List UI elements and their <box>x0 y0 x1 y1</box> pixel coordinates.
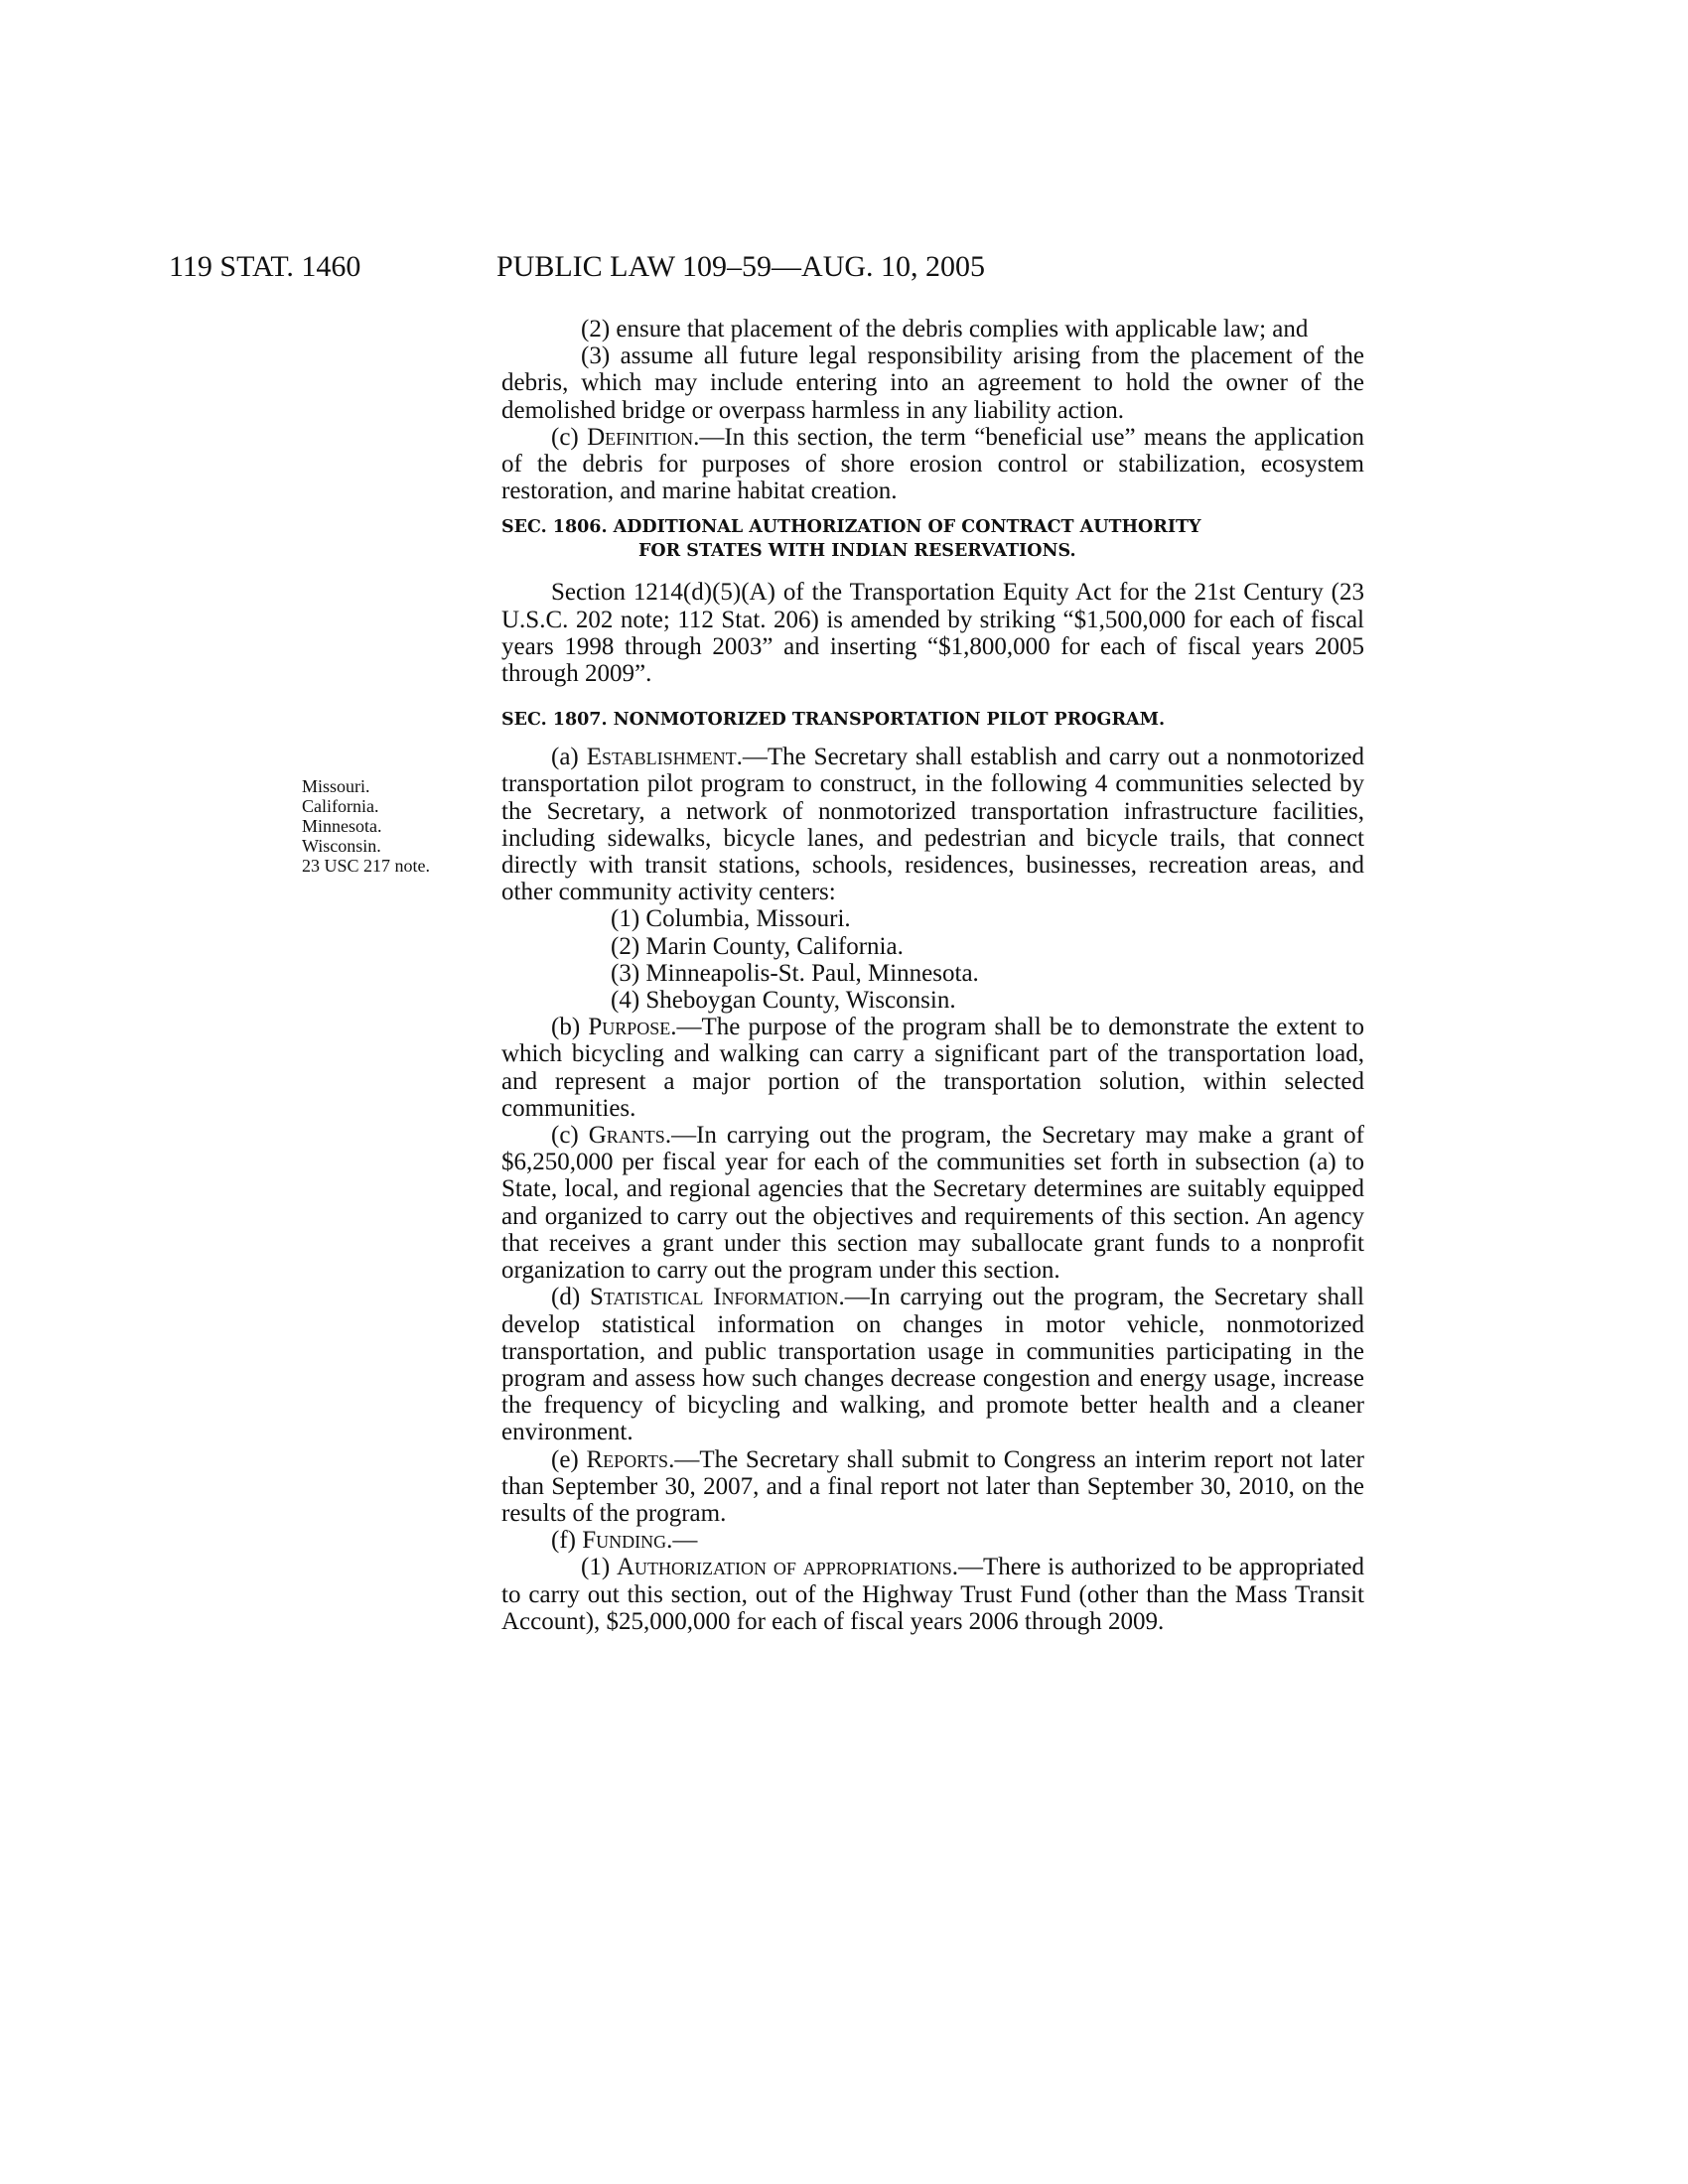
paragraph-item-2: (2) ensure that placement of the debris complies with applicable law; and <box>581 316 1309 342</box>
subsection-label: (c) <box>551 423 588 451</box>
paragraph-f1-authorization <box>501 1554 1364 1635</box>
paragraph-label: (1) <box>581 1554 617 1581</box>
subsection-heading: Establishment <box>586 744 737 771</box>
section-1806-heading <box>501 515 1364 563</box>
margin-note: Missouri. <box>302 776 370 796</box>
subsection-heading: Grants <box>588 1122 665 1150</box>
public-law-title: PUBLIC LAW 109–59—AUG. 10, 2005 <box>496 250 986 283</box>
section-1806-text: Section 1214(d)(5)(A) of the Transportation Equity Act for the 21st Century (23 U.S.C. 202 note; 112 Stat. 206) is amended by striking “$1,500,000 for each of fiscal years 1998 through 2003” and inserting “$1,800,000 for each of fiscal years 2005 through 2009”. <box>501 579 1364 688</box>
community-item: (4) Sheboygan County, Wisconsin. <box>611 987 956 1015</box>
subsection-label: (f) <box>551 1527 583 1555</box>
subsection-f-funding <box>501 1527 1364 1554</box>
margin-note: Minnesota. <box>302 816 382 836</box>
subsection-heading: Definition <box>587 423 694 451</box>
subsection-text: .—The Secretary shall establish and carry out a nonmotorized transportation pilot program to construct, in the following 4 communities selected by the Secretary, a network of nonmotorized transportation infrastructure facilities, including sidewalks, bicycle lanes, and pedestrian and bicycle trails, that connect directly with transit stations, schools, residences, businesses, recreation areas, and other community activity centers: <box>501 744 1364 906</box>
subsection-text: .—In carrying out the program, the Secretary may make a grant of $6,250,000 per fiscal year for each of the communities set forth in subsection (a) to State, local, and regional agencies that the Secretary determines are suitably equipped and organized to carry out the objectives and requirements of this section. An agency that receives a grant under this section may suballocate grant funds to a nonprofit organization to carry out the program under this section. <box>501 1122 1364 1285</box>
subsection-label: (c) <box>551 1122 589 1150</box>
subsection-heading: Funding <box>582 1527 667 1555</box>
subsection-label: (d) <box>551 1284 590 1311</box>
subsection-c-grants <box>501 1122 1364 1284</box>
subsection-label: (b) <box>551 1014 589 1041</box>
subsection-dash: .— <box>666 1527 698 1555</box>
subsection-label: (e) <box>551 1445 587 1473</box>
subsection-a-establishment <box>501 744 1364 905</box>
section-heading-line: FOR STATES WITH INDIAN RESERVATIONS. <box>638 541 1076 562</box>
subsection-text: .—In this section, the term “beneficial use” means the application of the debris for purposes of shore erosion control or stabilization, ecosystem restoration, and marine habitat creation. <box>501 423 1364 505</box>
document-body <box>501 316 1364 1635</box>
subsection-text: .—The purpose of the program shall be to demonstrate the extent to which bicycling and walking can carry a significant part of the transportation load, and represent a major portion of the transportation solution, within selected communities. <box>501 1014 1364 1122</box>
subsection-b-purpose <box>501 1014 1364 1122</box>
paragraph-text: .—There is authorized to be appropriated to carry out this section, out of the Highway Trust Fund (other than the Mass Transit Account), $25,000,000 for each of fiscal years 2006 through 2009. <box>501 1554 1364 1635</box>
paragraph-item-3: (3) assume all future legal responsibility arising from the placement of the debris, which may include entering into an agreement to hold the owner of the demolished bridge or overpass harmless in any liability action. <box>501 342 1364 424</box>
community-item: (2) Marin County, California. <box>611 932 904 960</box>
paragraph-heading: Authorization of appropriations <box>616 1554 952 1581</box>
subsection-c-definition <box>501 424 1364 505</box>
subsection-text: .—In carrying out the program, the Secretary shall develop statistical information on changes in motor vehicle, nonmotorized transportation, and public transportation usage in communities participating in the program and assess how such changes decrease congestion and energy usage, increase the frequency of bicycling and walking, and promote better health and a cleaner environment. <box>501 1284 1364 1446</box>
margin-note: 23 USC 217 note. <box>302 856 431 876</box>
subsection-heading: Statistical Information <box>589 1284 839 1311</box>
section-heading-line: SEC. 1806. ADDITIONAL AUTHORIZATION OF CONTRACT AUTHORITY <box>501 517 1201 538</box>
subsection-d-statistical-information <box>501 1284 1364 1445</box>
community-item: (3) Minneapolis-St. Paul, Minnesota. <box>611 959 979 987</box>
subsection-label: (a) <box>551 744 587 771</box>
page-header <box>169 247 1215 287</box>
section-1807-heading: SEC. 1807. NONMOTORIZED TRANSPORTATION PILOT PROGRAM. <box>501 710 1166 731</box>
margin-notes <box>302 776 491 876</box>
subsection-heading: Reports <box>586 1445 669 1473</box>
subsection-heading: Purpose <box>588 1014 671 1041</box>
subsection-text: .—The Secretary shall submit to Congress an interim report not later than September 30, 2007, and a final report not later than September 30, 2010, on the results of the program. <box>501 1445 1364 1527</box>
margin-note: California. <box>302 796 379 816</box>
stat-page-number: 119 STAT. 1460 <box>169 250 361 283</box>
margin-note: Wisconsin. <box>302 836 381 856</box>
community-item: (1) Columbia, Missouri. <box>611 905 851 933</box>
subsection-e-reports <box>501 1446 1364 1528</box>
